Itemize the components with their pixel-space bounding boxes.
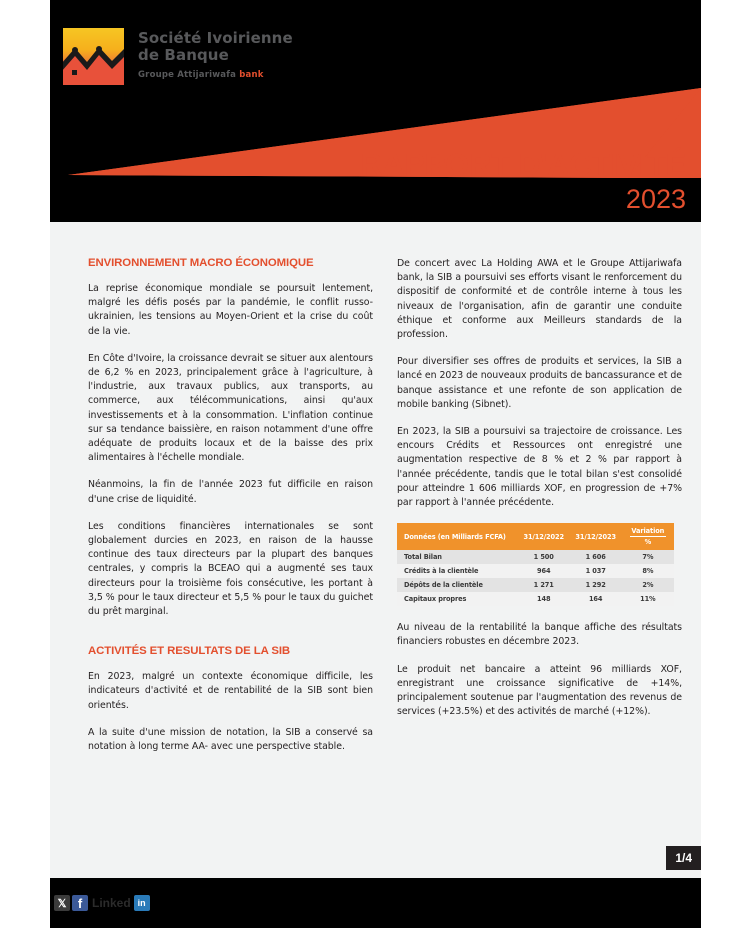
brand-group-line	[138, 70, 293, 80]
left-paragraph-3: Néanmoins, la fin de l'année 2023 fut difficile en raison d'une crise de liquidité.	[88, 479, 373, 505]
sib-zigzag-logo-icon	[63, 28, 124, 85]
right-paragraph-4: Au niveau de la rentabilité la banque affiche des résultats financiers robustes en décembre 2023.	[397, 622, 682, 648]
facebook-icon[interactable]: f	[72, 895, 88, 911]
row-value-2022: 148	[518, 592, 570, 606]
table-header-label: Données (en Milliards FCFA)	[397, 523, 518, 550]
row-value-2023: 1 606	[570, 550, 622, 564]
left-column	[88, 222, 373, 870]
row-label: Capitaux propres	[397, 592, 518, 606]
row-value-2023: 1 037	[570, 564, 622, 578]
brand-name-line2: de Banque	[138, 46, 229, 64]
left-paragraph-5: En 2023, malgré un contexte économique difficile, les indicateurs d'activité et de rentabilité de la SIB sont bien orientés.	[88, 671, 373, 711]
page-header	[50, 0, 701, 222]
section-title-activites: ACTIVITÉS ET RESULTATS DE LA SIB	[88, 645, 291, 658]
variation-label-top: Variation	[631, 527, 665, 536]
row-value-2022: 1 271	[518, 578, 570, 592]
row-variation: 11%	[622, 592, 674, 606]
table-body	[397, 550, 674, 606]
linkedin-label: Linked	[92, 896, 131, 910]
left-paragraph-1: La reprise économique mondiale se poursuit lentement, malgré les défis posés par la pandémie, le conflit russo-ukrainien, les tensions au Moyen-Orient et la crise du coût de la vie.	[88, 283, 373, 337]
left-paragraph-2: En Côte d'Ivoire, la croissance devrait se situer aux alentours de 6,2 % en 2023, principalement grâce à l'agriculture, à l'industrie, aux travaux publics, aux transports, au commerce, aux télécommunications, ainsi qu'aux investissements et à la consommation. L'inflation continue sur sa tendance baissière, en raison notamment d'une offre adéquate de produits locaux et de la baisse des prix alimentaires à l'échelle mondiale.	[88, 352, 373, 464]
row-value-2023: 164	[570, 592, 622, 606]
table-row	[397, 578, 674, 592]
left-paragraph-6: A la suite d'une mission de notation, la SIB a conservé sa notation à long terme AA- avec une perspective stable.	[88, 726, 373, 753]
page-content	[50, 222, 701, 870]
row-value-2023: 1 292	[570, 578, 622, 592]
row-variation: 8%	[622, 564, 674, 578]
brand-name-line1: Société Ivoirienne	[138, 29, 293, 47]
right-paragraph-5: Le produit net bancaire a atteint 96 milliards XOF, enregistrant une croissance significative de +14%, principalement soutenue par l'augmentation des revenus de services (+23.5%) et des activités de marché (+12%).	[397, 663, 682, 718]
left-paragraph-4: Les conditions financières internationales se sont globalement durcies en 2023, en raison de la hausse continue des taux directeurs par la plupart des banques centrales, y compris la BCEAO qui a augmenté ses taux directeurs pour la troisième fois consécutive, les portant à 3,5 % pour le taux directeur et 5,5 % pour le taux du guichet du prêt marginal.	[88, 520, 373, 618]
brand-logo	[63, 28, 293, 85]
group-prefix: Groupe Attijariwafa	[138, 70, 240, 80]
table-row	[397, 564, 674, 578]
right-paragraph-1: De concert avec La Holding AWA et le Groupe Attijariwafa bank, la SIB a poursuivi ses efforts visant le renforcement du dispositif de conformité et de contrôle interne à tous les niveaux de l'organisation, afin de garantir une conduite éthique et conforme aux Meilleurs standards de la profession.	[397, 258, 682, 341]
table-header-2022: 31/12/2022	[518, 523, 570, 550]
linkedin-icon[interactable]: in	[134, 895, 150, 911]
financial-summary-table	[397, 523, 674, 606]
right-column	[397, 222, 682, 870]
table-header-row	[397, 523, 674, 550]
row-variation: 2%	[622, 578, 674, 592]
table-row	[397, 550, 674, 564]
table-header-2023: 31/12/2023	[570, 523, 622, 550]
report-title-main: RAPPORT D'ACTIVITÉ	[360, 147, 686, 182]
row-value-2022: 1 500	[518, 550, 570, 564]
report-page	[50, 0, 701, 928]
variation-label-bottom: %	[644, 538, 652, 547]
row-label: Crédits à la clientèle	[397, 564, 518, 578]
table-head	[397, 523, 674, 550]
page-footer	[50, 878, 701, 928]
social-links	[54, 895, 150, 911]
report-title	[360, 148, 686, 214]
x-twitter-icon[interactable]: 𝕏	[54, 895, 70, 911]
group-suffix: bank	[239, 70, 264, 80]
section-title-environnement: ENVIRONNEMENT MACRO ÉCONOMIQUE	[88, 257, 314, 269]
table-header-variation	[622, 523, 674, 550]
right-paragraph-2: Pour diversifier ses offres de produits et services, la SIB a lancé en 2023 de nouveaux produits de bancassurance et de banque assistance et une refonte de son application de mobile banking (Sibnet).	[397, 356, 682, 410]
page-number-badge: 1/4	[666, 846, 701, 870]
row-value-2022: 964	[518, 564, 570, 578]
row-variation: 7%	[622, 550, 674, 564]
row-label: Total Bilan	[397, 550, 518, 564]
report-title-year: 2023	[625, 184, 686, 214]
row-label: Dépôts de la clientèle	[397, 578, 518, 592]
right-paragraph-3: En 2023, la SIB a poursuivi sa trajectoire de croissance. Les encours Crédits et Ressources ont enregistré une augmentation respective de 8 % et 2 % par rapport à l'année précédente, tandis que le total bilan s'est consolidé pour atteindre 1 606 milliards XOF, en progression de +7% par rapport à l'année précédente.	[397, 426, 682, 509]
table-row	[397, 592, 674, 606]
